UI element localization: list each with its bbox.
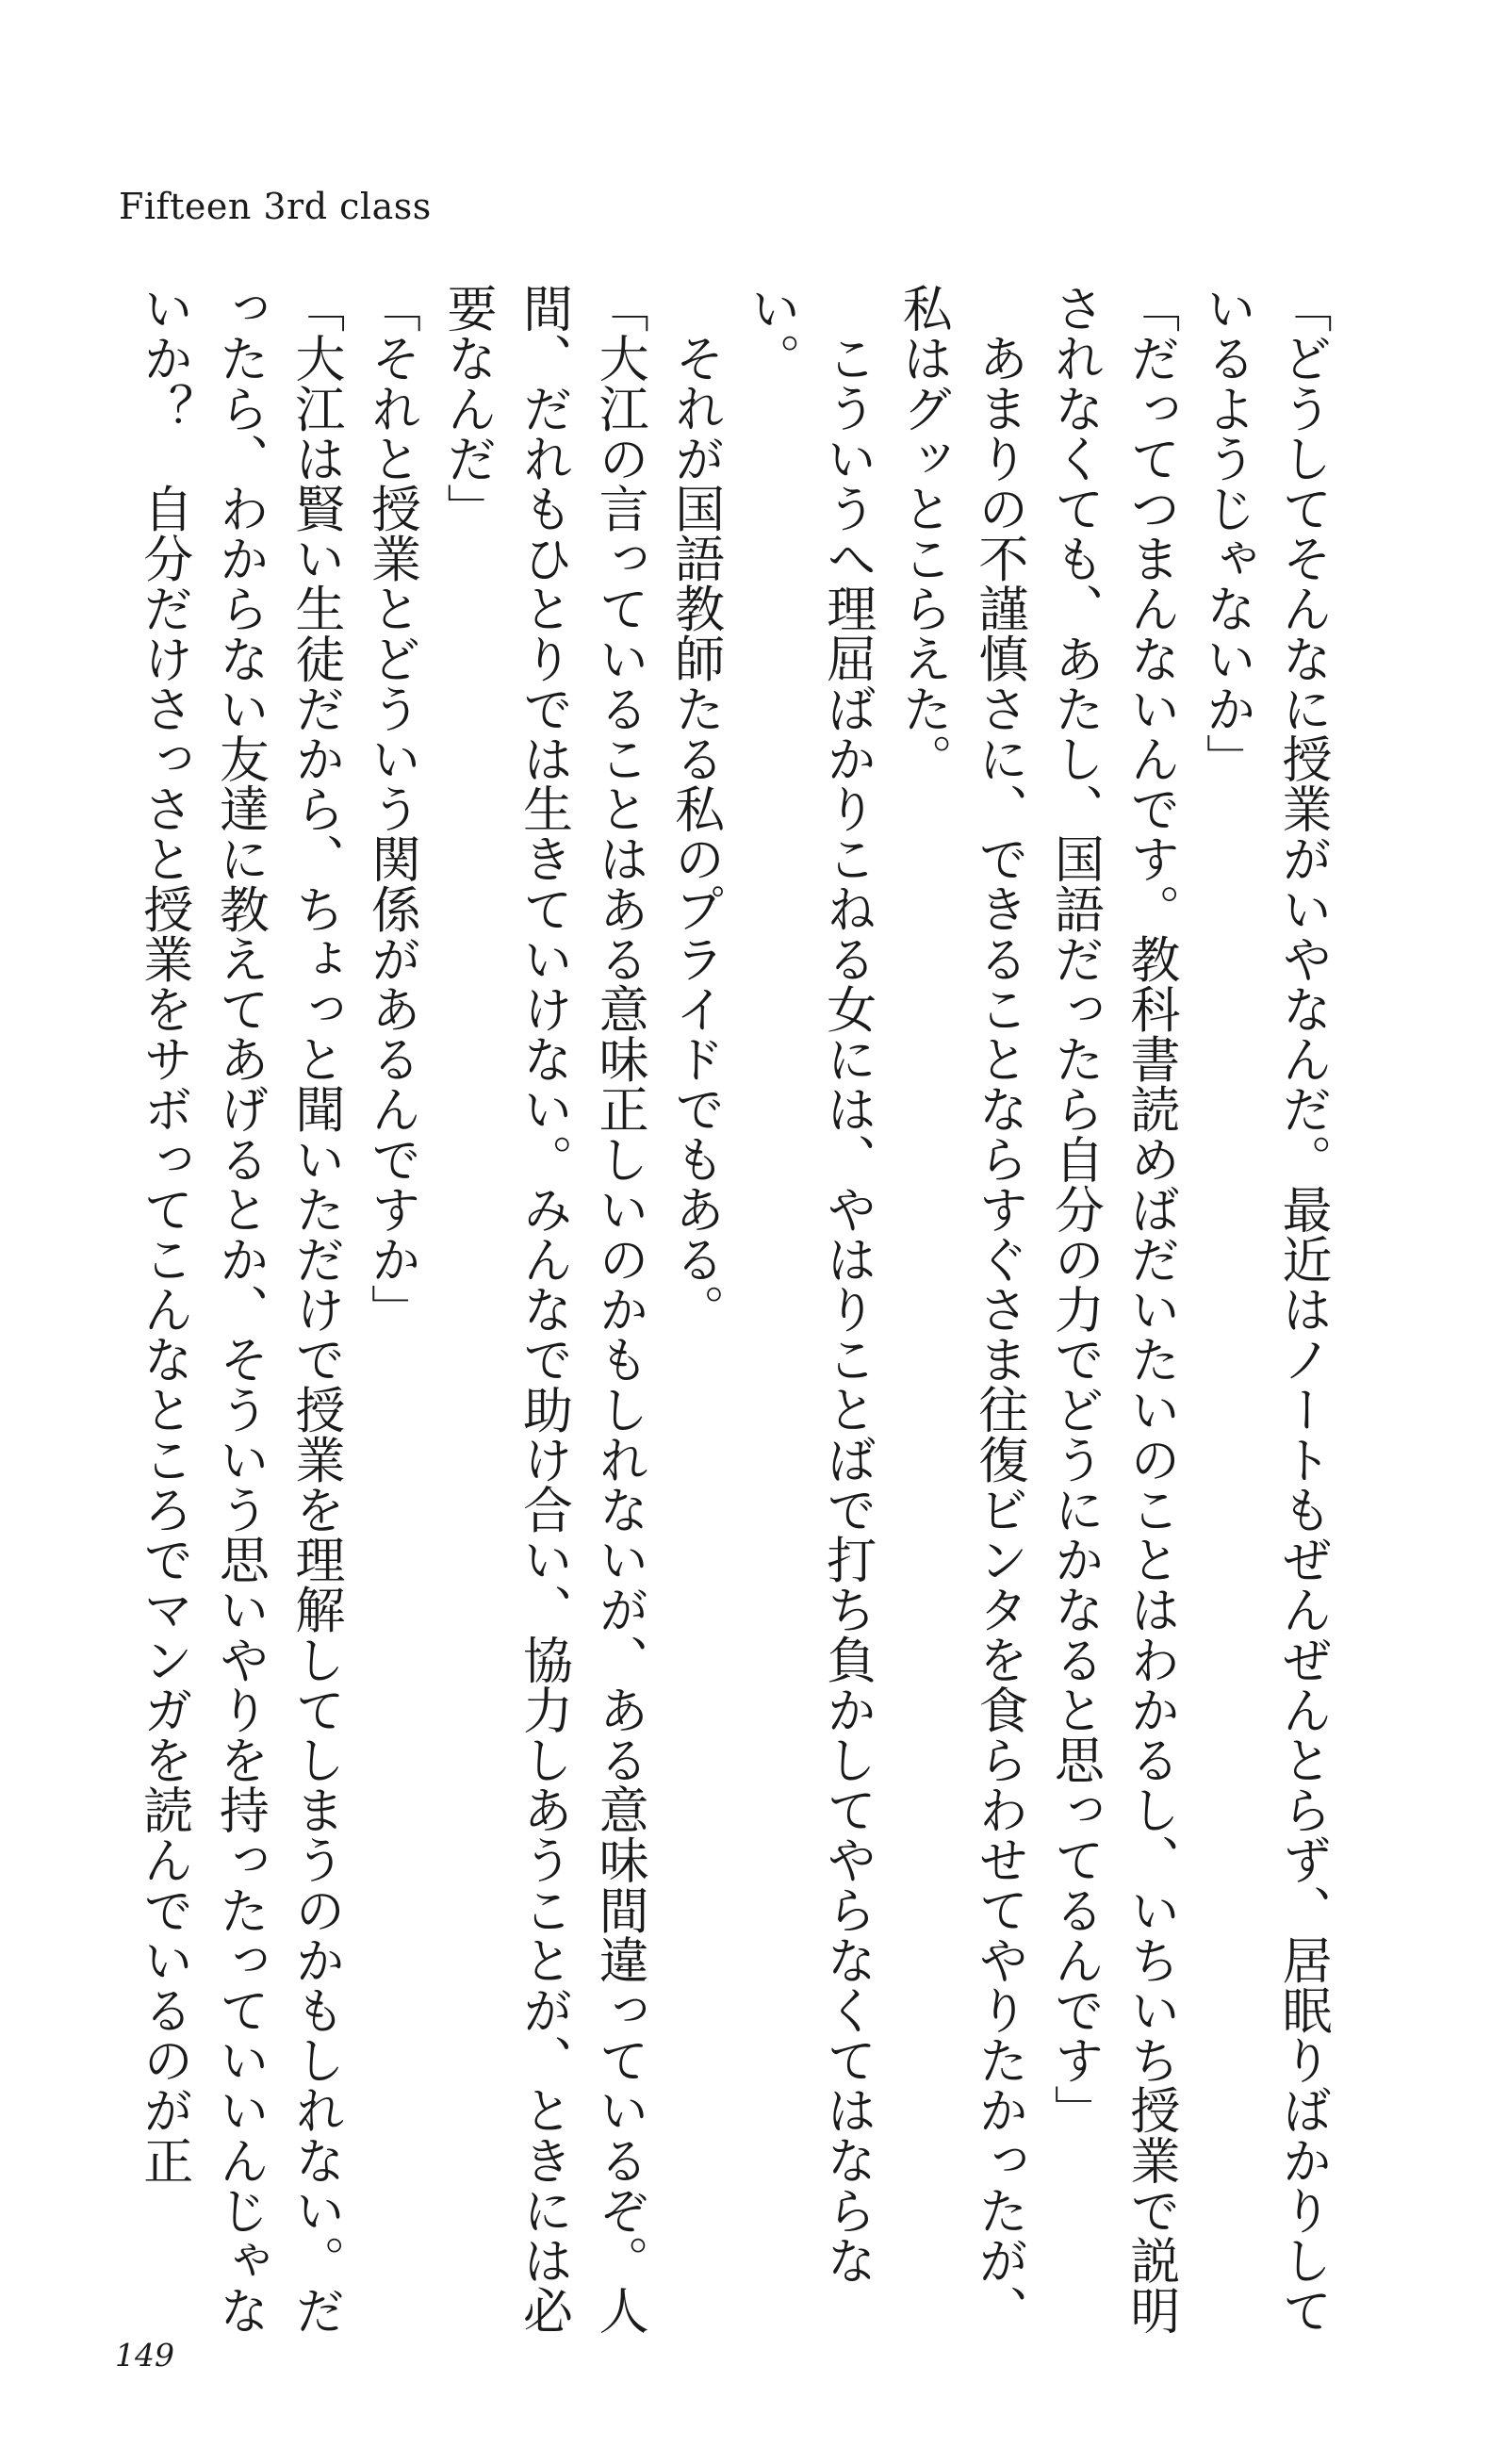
body-text [106,283,1340,2366]
paragraph: こういうへ理屈ばかりこねる女には、やはりことばで打ち負かしてやらなくてはならない。 [743,283,877,2285]
running-head: Fifteen 3rd class [119,186,432,227]
paragraph: 「どうしてそんなに授業がいやなんだ。最近はノートもぜんぜんとらず、居眠りばかりしているようじゃないか」 [1198,283,1332,2336]
paragraph: 「それと授業とどういう関係があるんですか」 [363,283,421,1335]
paragraph: 「だってつまんないんです。教科書読めばだいたいのことはわかるし、いちいち授業で説明されなくても、あたし、国語だったら自分の力でどうにかなると思ってるんです」 [1046,283,1180,2336]
paragraph: 「大江は賢い生徒だから、ちょっと聞いただけで授業を理解してしまうのかもしれない。だったら、わからない友達に教えてあげるとか、そういう思いやりを持ったっていいんじゃないか？ 自分だけさっさと授業をサボってこんなところでマンガを読んでいるのが正 [135,283,345,2336]
paragraph: それが国語教師たる私のプライドでもある。 [666,333,725,1334]
paragraph: 「大江の言っていることはある意味正しいのかもしれないが、ある意味間違っているぞ。人間、だれもひとりでは生きていけない。みんなで助け合い、協力しあうことが、ときには必要なんだ」 [438,283,649,2336]
page-number: 149 [115,2337,174,2374]
paragraph: あまりの不謹慎さに、できることならすぐさま往復ビンタを食らわせてやりたかったが、私はグッとこらえた。 [894,283,1028,2335]
